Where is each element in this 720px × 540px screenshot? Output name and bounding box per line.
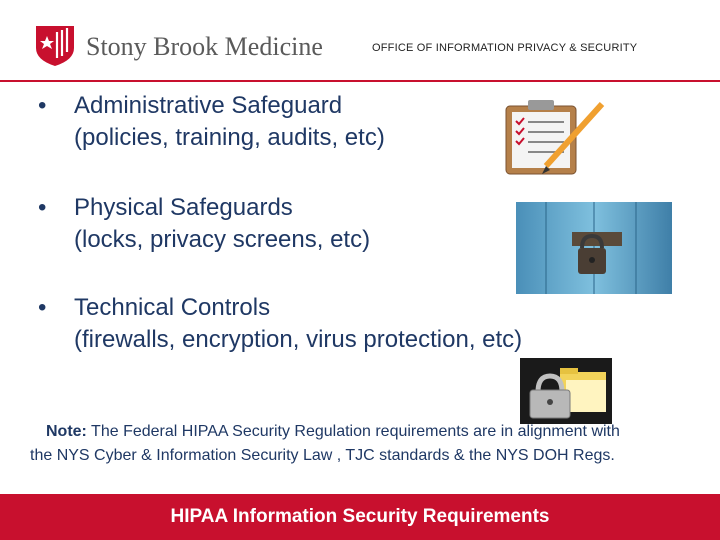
bullet-heading: Technical Controls	[74, 294, 271, 321]
footer-band	[0, 494, 720, 540]
footer-title: HIPAA Information Security Requirements	[170, 506, 550, 527]
secure-folder-lock-icon	[520, 358, 612, 424]
note-text-1: The Federal HIPAA Security Regulation requirements are in alignment with	[86, 423, 620, 440]
bullet-subtext: (policies, training, audits, etc)	[74, 124, 385, 151]
office-title: OFFICE OF INFORMATION PRIVACY & SECURITY	[372, 42, 638, 54]
bullet-marker: •	[38, 92, 47, 119]
bullet-heading: Physical Safeguards	[74, 194, 293, 221]
stony-brook-medicine-logo	[34, 22, 324, 66]
note-label: Note:	[46, 423, 87, 440]
bullet-subtext: (locks, privacy screens, etc)	[74, 226, 371, 253]
padlock-door-photo	[516, 202, 672, 294]
svg-text:Stony Brook Medicine: Stony Brook Medicine	[86, 32, 323, 61]
note-line-1	[30, 420, 702, 444]
header-band	[0, 0, 720, 82]
bullet-subtext: (firewalls, encryption, virus protection, etc)	[74, 326, 523, 353]
bullet-marker: •	[38, 294, 47, 321]
bullet-heading: Administrative Safeguard	[74, 92, 343, 119]
note-line-2: the NYS Cyber & Information Security Law , TJC standards & the NYS DOH Regs.	[30, 447, 615, 464]
bullet-marker: •	[38, 194, 47, 221]
clipboard-checklist-icon	[498, 96, 608, 178]
note-paragraph	[30, 420, 702, 468]
shield-icon	[36, 26, 74, 66]
